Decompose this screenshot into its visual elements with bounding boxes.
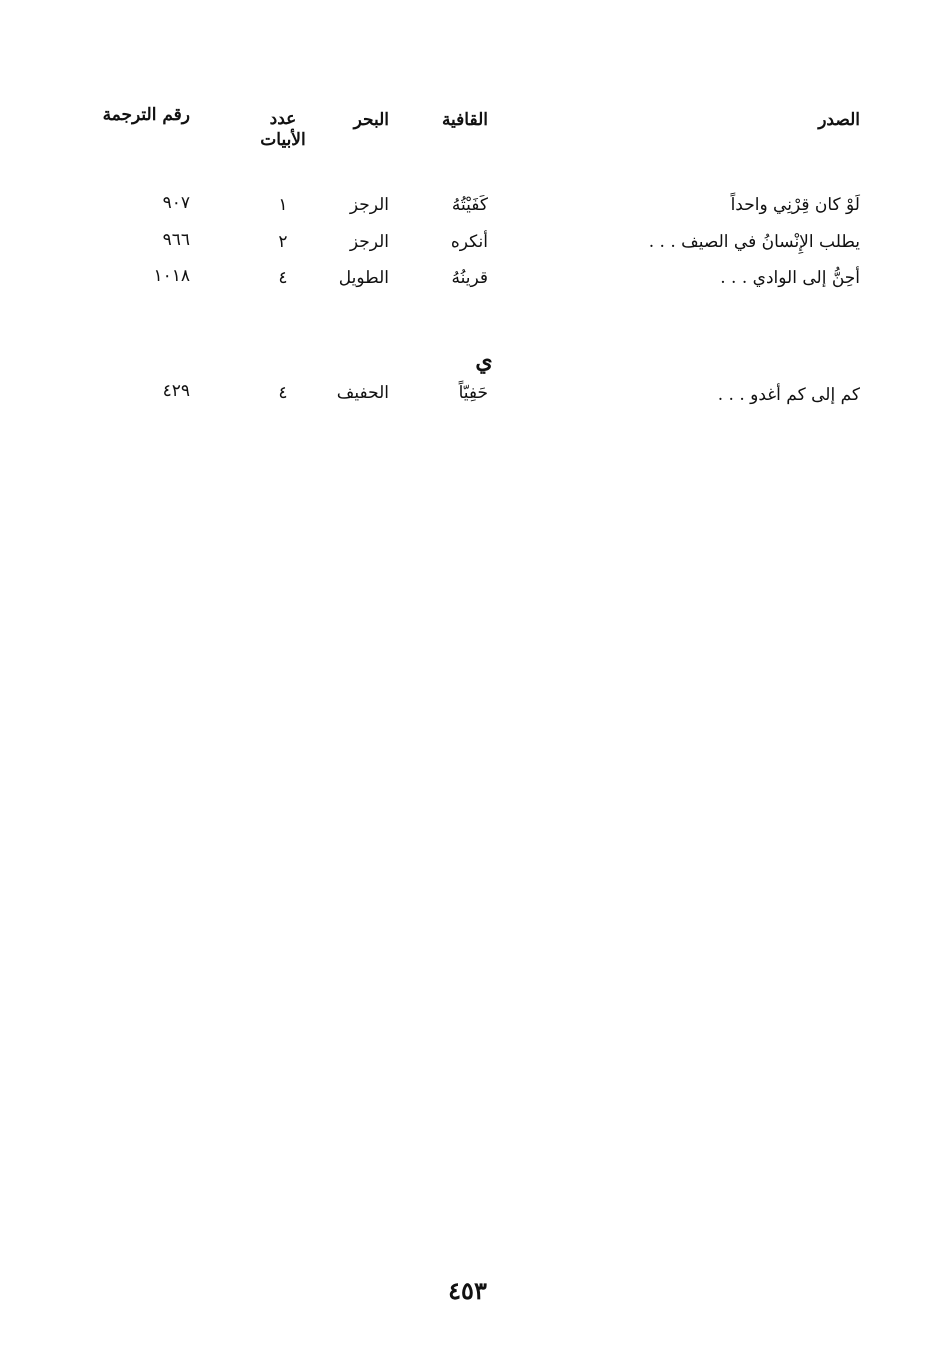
header-verse-count — [255, 109, 311, 151]
row-3-sadr: أحِنُّ إلى الوادي . . . — [720, 268, 860, 288]
row-2-qafia: أنكره — [450, 232, 488, 252]
section-row-1-qafia: حَفِيّاً — [458, 383, 488, 403]
row-1-translation-number: ٩٠٧ — [162, 193, 190, 213]
section-row-1-sadr: كم إلى كم أغدو . . . — [717, 385, 860, 405]
header-translation-number: رقم الترجمة — [102, 105, 190, 125]
row-3-qafia: قرينُهُ — [451, 268, 488, 288]
row-1-verse-count: ١ — [278, 195, 288, 215]
section-row-1-bahr: الحفيف — [336, 383, 389, 403]
row-1-bahr: الرجز — [349, 195, 389, 215]
header-verse-count-line2: الأبيات — [260, 130, 306, 150]
page-number: ٤٥٣ — [448, 1276, 487, 1305]
row-1-qafia: كَفَيْتُهُ — [451, 195, 488, 215]
section-row-1-verse-count: ٤ — [278, 383, 288, 403]
header-bahr: البحر — [353, 110, 389, 130]
section-letter: ي — [475, 348, 493, 374]
section-row-1-translation-number: ٤٢٩ — [162, 381, 190, 401]
header-verse-count-line1: عدد — [269, 109, 297, 129]
header-sadr: الصدر — [818, 110, 860, 130]
row-3-bahr: الطويل — [338, 268, 389, 288]
header-qafia: القافية — [441, 110, 488, 130]
row-2-translation-number: ٩٦٦ — [162, 230, 190, 250]
row-1-sadr: لَوْ كان قِرْنِي واحداً — [730, 195, 860, 215]
row-2-verse-count: ٢ — [278, 232, 288, 252]
row-2-bahr: الرجز — [349, 232, 389, 252]
row-3-translation-number: ١٠١٨ — [153, 266, 190, 286]
row-2-sadr: يطلب الإِنْسانُ في الصيف . . . — [648, 232, 860, 252]
row-3-verse-count: ٤ — [278, 268, 288, 288]
